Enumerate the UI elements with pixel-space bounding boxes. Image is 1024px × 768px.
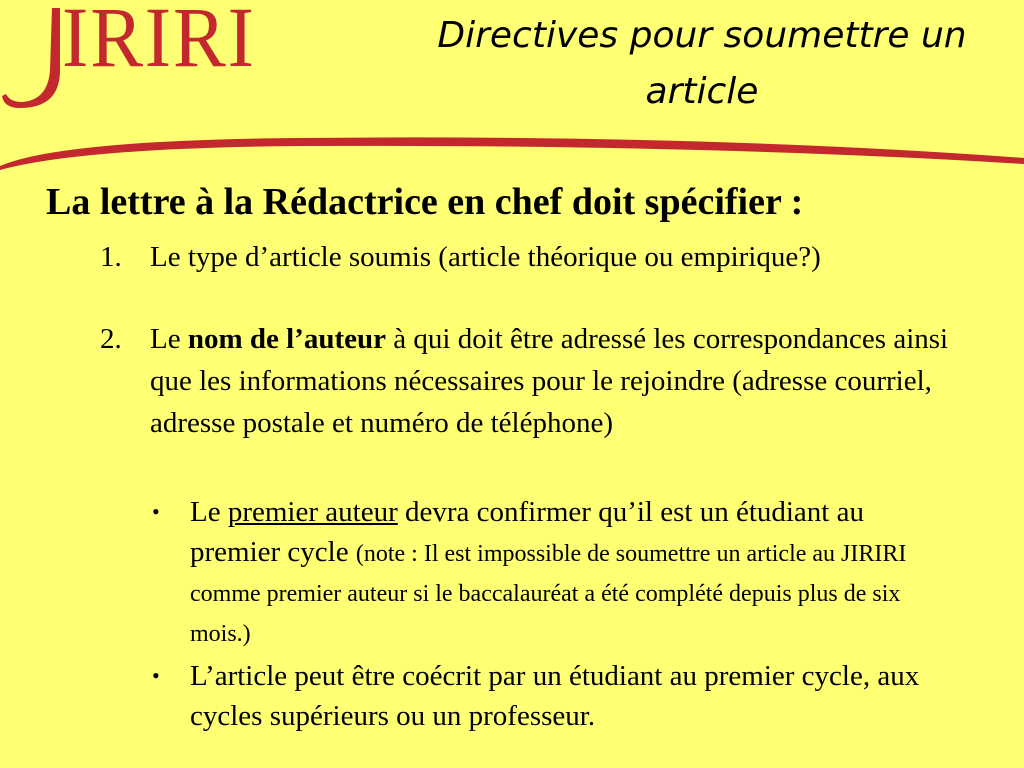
list-item-prefix: Le [150,323,188,355]
bullet-marker: • [152,663,160,688]
bullet-text: L’article peut être coécrit par un étudiant au premier cycle, aux cycles supérieurs ou un professeur. [190,660,920,732]
list-item-text [100,318,970,444]
bullet-prefix: Le [190,496,228,528]
bullet-text [152,492,912,652]
title-line-2: article [645,71,759,112]
list-item-2 [100,318,980,444]
bullet-rest: devra confirmer qu’il est un étudiant au premier cycle [190,496,864,568]
list-number: 1. [100,241,122,273]
page-title [380,8,1024,120]
list-number: 2. [100,323,122,355]
bullet-note: (note : Il est impossible de soumettre un article au JIRIRI comme premier auteur si le baccalauréat a été complété depuis plus de six mois.) [190,541,907,647]
list-item-text: Le type d’article soumis (article théorique ou empirique?) [150,241,821,273]
jiriri-logo [0,0,360,120]
bullet-marker: • [152,499,160,524]
bullet-item-2 [152,656,972,736]
title-line-1: Directives pour soumettre un [437,15,967,56]
section-heading: La lettre à la Rédactrice en chef doit spécifier : [46,181,804,223]
header-divider-swoosh [0,130,1024,170]
list-item-rest: à qui doit être adressé les correspondances ainsi que les informations nécessaires pour le rejoindre (adresse courriel, adresse postale et numéro de téléphone) [150,323,949,439]
list-item-bold: nom de l’auteur [187,323,387,355]
bullet-underlined: premier auteur [227,496,398,528]
bullet-item-1 [152,492,912,652]
logo-text: IRIRI [62,0,256,85]
